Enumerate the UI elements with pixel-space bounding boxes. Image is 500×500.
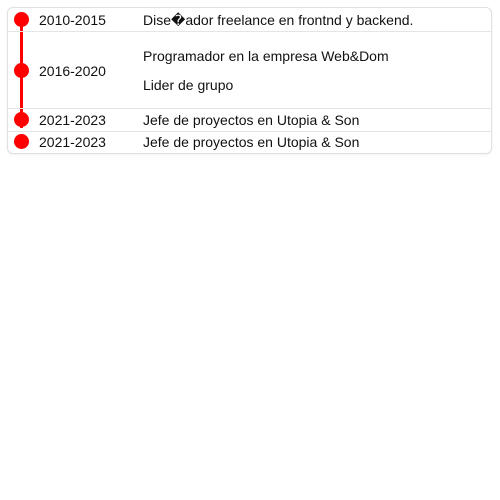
timeline-description: Programador en la empresa Web&Dom bbox=[143, 48, 389, 64]
timeline-dot bbox=[14, 112, 29, 127]
timeline-description: Lider de grupo bbox=[143, 77, 234, 93]
timeline-description: Dise�ador freelance en frontnd y backend. bbox=[143, 12, 414, 28]
timeline-entry bbox=[8, 8, 493, 31]
timeline-dot bbox=[14, 134, 29, 149]
timeline-period: 2016-2020 bbox=[39, 63, 106, 79]
timeline-period: 2021-2023 bbox=[39, 134, 106, 150]
timeline-period: 2021-2023 bbox=[39, 112, 106, 128]
timeline-description: Jefe de proyectos en Utopia & Son bbox=[143, 112, 360, 128]
timeline-entry bbox=[8, 132, 493, 154]
timeline-description: Jefe de proyectos en Utopia & Son bbox=[143, 134, 360, 150]
timeline-period: 2010-2015 bbox=[39, 12, 106, 28]
timeline-entry bbox=[8, 32, 493, 108]
timeline-dot bbox=[14, 63, 29, 78]
timeline-card bbox=[7, 7, 492, 154]
timeline-dot bbox=[14, 12, 29, 27]
timeline-entry bbox=[8, 109, 493, 131]
